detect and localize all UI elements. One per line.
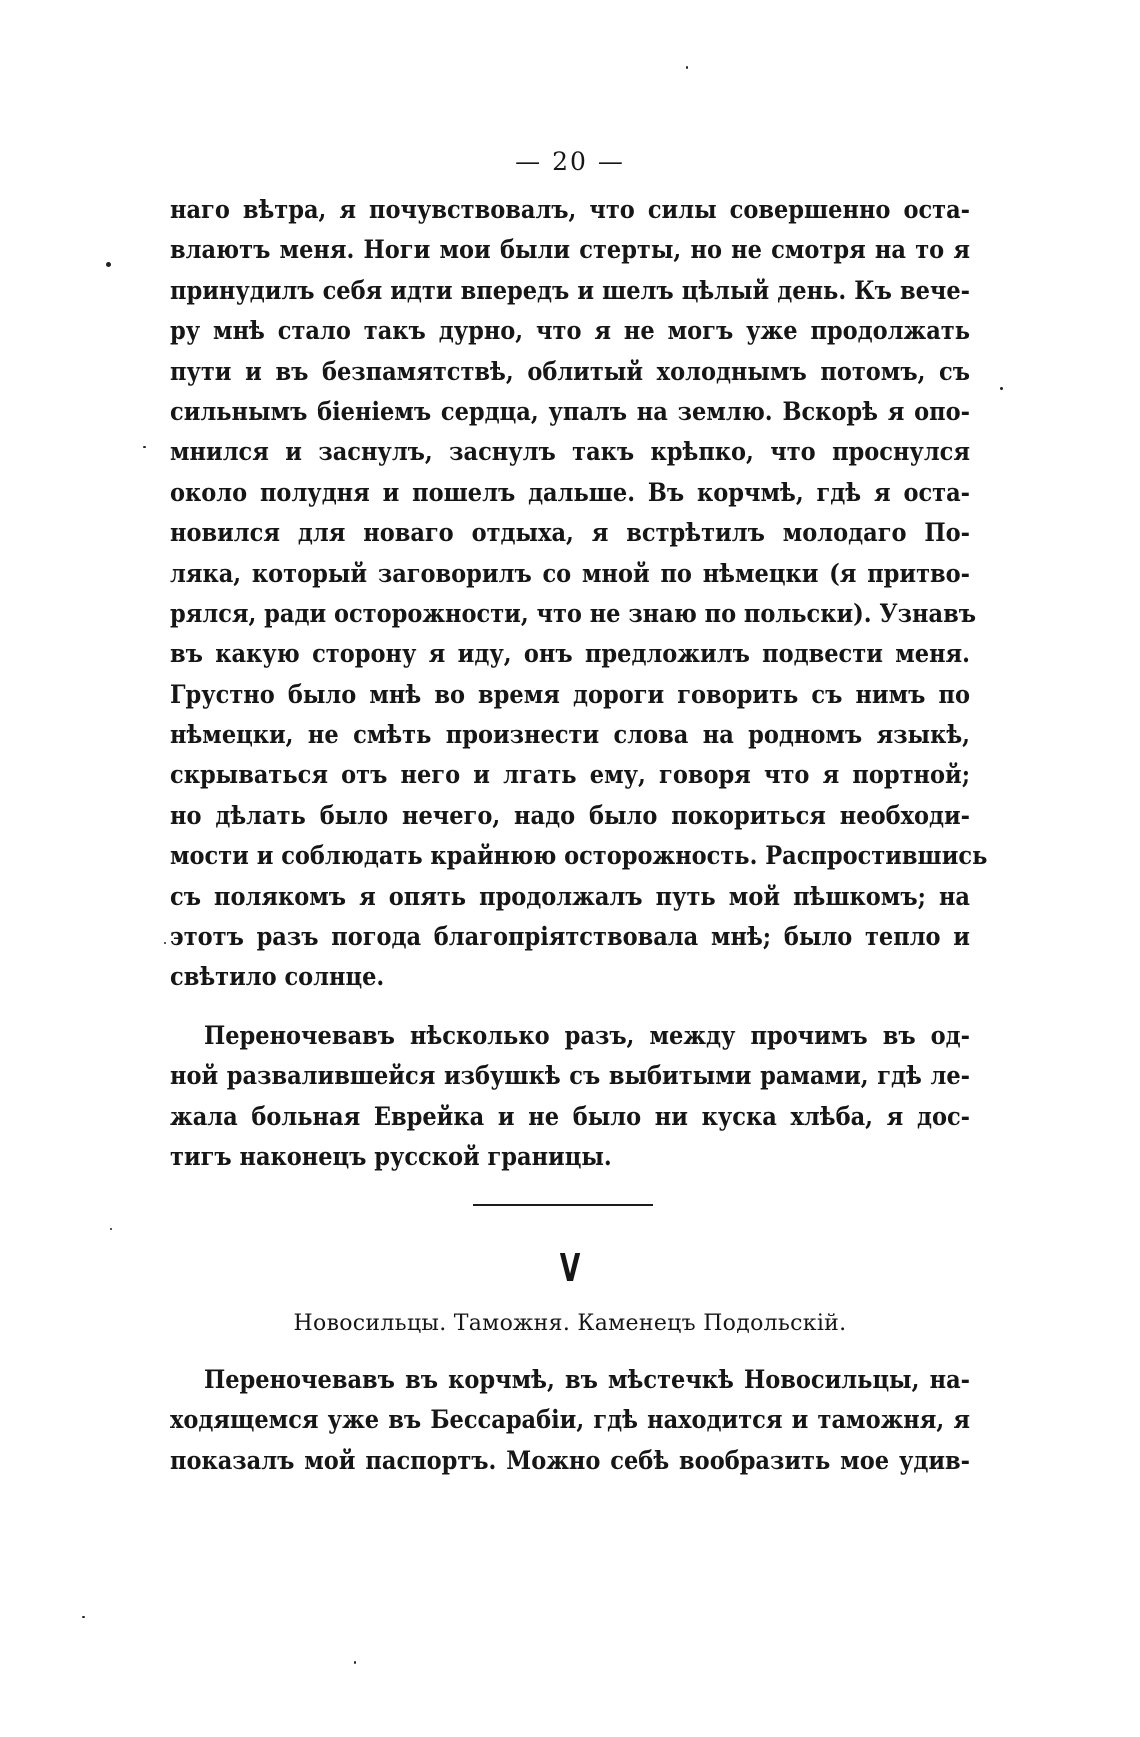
chapter-numeral: V [559,1246,581,1290]
text-line: ной развалившейся избушкѣ съ выбитыми рамами, гдѣ ле- [170,1061,970,1091]
paragraph [170,1360,970,1481]
text-line: показалъ мой паспортъ. Можно себѣ вообразить мое удив- [170,1445,970,1475]
body-text-bottom [170,1360,970,1481]
scan-speck [82,1616,85,1618]
text-line: пути и въ безпамятствѣ, облитый холоднымъ потомъ, съ [170,356,970,386]
text-line: Грустно было мнѣ во время дороги говорить съ нимъ по [170,679,970,709]
scan-speck [106,262,111,267]
text-line: но дѣлать было нечего, надо было покориться необходи- [170,800,970,830]
body-text-top [170,190,988,1177]
text-line: ляка, который заговорилъ со мной по нѣмецки (я притво- [170,558,970,588]
text-line: новился для новаго отдыха, я встрѣтилъ молодаго По- [170,518,970,548]
text-line: ру мнѣ стало такъ дурно, что я не могъ уже продолжать [170,316,970,346]
text-line: этотъ разъ погода благопріятствовала мнѣ; было тепло и [170,922,970,952]
paragraph [170,190,988,998]
text-line: съ полякомъ я опять продолжалъ путь мой пѣшкомъ; на [170,881,970,911]
scan-speck [110,1228,112,1230]
text-line: рялся, ради осторожности, что не знаю по польски). Узнавъ [170,598,976,628]
text-line: ходящемся уже въ Бессарабіи, гдѣ находится и таможня, я [170,1405,970,1435]
page-number: — 20 — [515,147,625,176]
text-line: влаютъ меня. Ноги мои были стерты, но не смотря на то я [170,235,970,265]
text-line: сильнымъ біеніемъ сердца, упалъ на землю. Вскорѣ я опо- [170,396,970,426]
scan-speck [164,942,166,944]
scan-speck [686,66,688,69]
paragraph-gap [170,998,970,1016]
text-line: свѣтило солнце. [170,962,385,992]
text-line: жала больная Еврейка и не было ни куска хлѣба, я дос- [170,1101,970,1131]
paragraph [170,1016,970,1178]
chapter-subtitle: Новосильцы. Таможня. Каменецъ Подольскій. [293,1311,847,1336]
section-divider [473,1204,653,1206]
text-line: скрываться отъ него и лгать ему, говоря что я портной; [170,760,970,790]
text-line: Переночевавъ въ корчмѣ, въ мѣстечкѣ Новосильцы, на- [204,1365,970,1394]
scan-speck [143,446,146,448]
text-line: принудилъ себя идти впередъ и шелъ цѣлый день. Къ вече- [170,275,970,305]
text-line: мнился и заснулъ, заснулъ такъ крѣпко, что проснулся [170,437,970,467]
text-line: Переночевавъ нѣсколько разъ, между прочимъ въ од- [204,1020,970,1050]
text-line: нѣмецки, не смѣть произнести слова на родномъ языкѣ, [170,720,970,750]
scan-speck [354,1661,356,1664]
text-line: около полудня и пошелъ дальше. Въ корчмѣ, гдѣ я оста- [170,477,970,507]
text-line: мости и соблюдать крайнюю осторожность. Распростившись [170,841,988,871]
text-line: въ какую сторону я иду, онъ предложилъ подвести меня. [170,639,970,669]
text-line: тигъ наконецъ русской границы. [170,1141,612,1171]
text-line: наго вѣтра, я почувствовалъ, что силы совершенно оста- [170,195,970,224]
scan-speck [1000,387,1003,390]
